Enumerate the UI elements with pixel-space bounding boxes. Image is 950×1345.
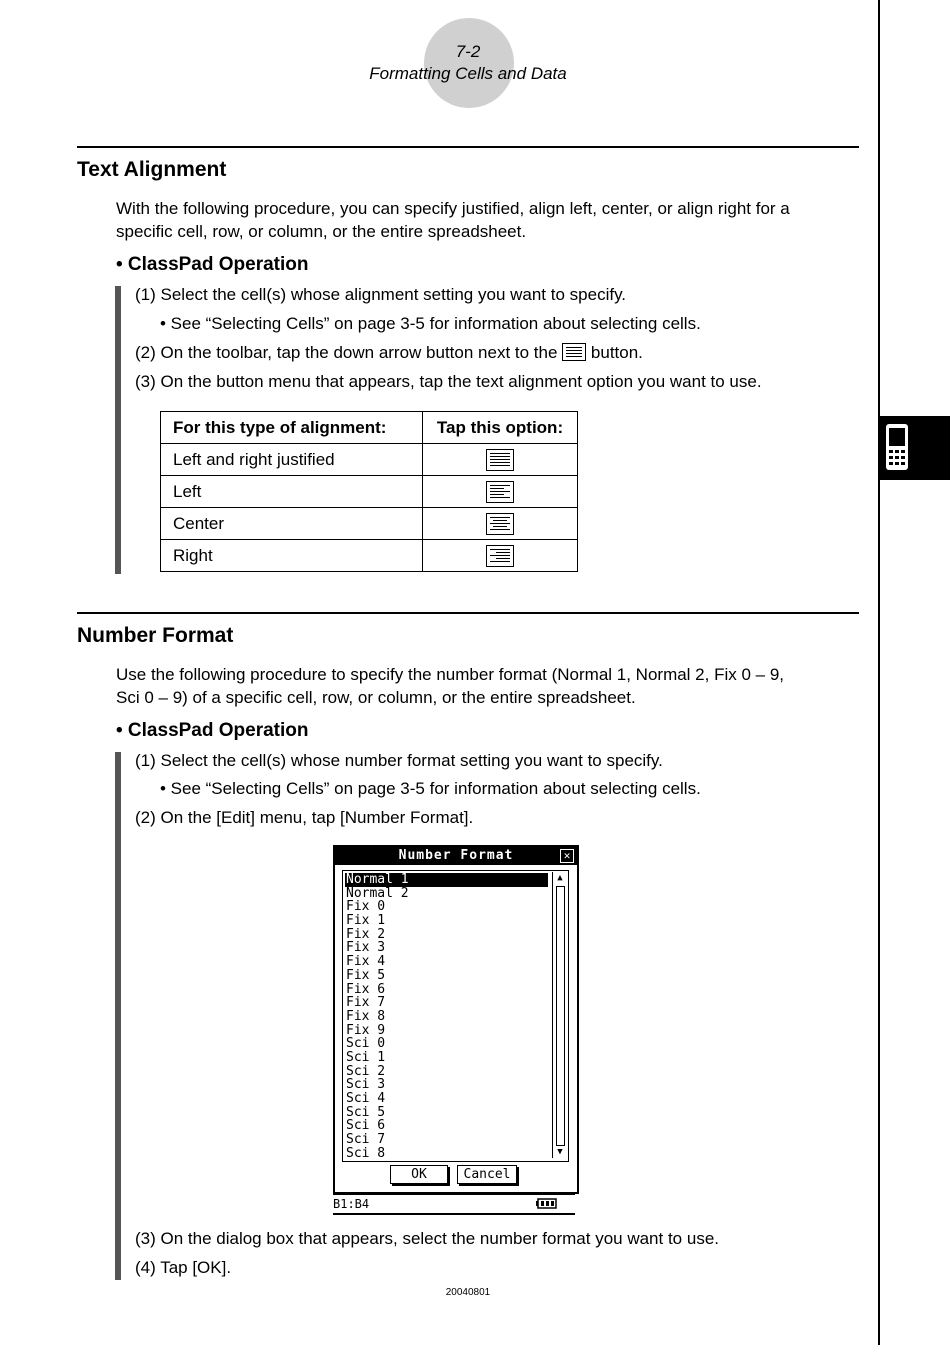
format-option[interactable]: Sci 1 [346,1049,386,1065]
scroll-up-icon[interactable]: ▲ [557,873,563,883]
step-3: (3) On the dialog box that appears, select the number format you want to use. [135,1229,719,1248]
format-option[interactable]: Fix 9 [346,1022,386,1038]
close-icon[interactable]: ✕ [560,849,574,863]
format-options [345,873,548,1160]
format-option[interactable]: Sci 6 [346,1118,386,1134]
alignment-option-cell [423,508,578,540]
procedure-bar [115,286,121,574]
intro-line: Sci 0 – 9) of a specific cell, row, or column, or the entire spreadsheet. [116,688,636,707]
alignment-option-cell [423,540,578,572]
step-2 [135,343,643,363]
format-option[interactable]: Sci 8 [346,1145,386,1161]
table-header-cell: For this type of alignment: [161,412,423,444]
step-1-note: • See “Selecting Cells” on page 3-5 for information about selecting cells. [160,779,701,798]
number-format-list[interactable] [342,870,569,1162]
number-format-dialog [333,845,579,1194]
format-option[interactable]: Sci 0 [346,1036,386,1052]
step-3: (3) On the button menu that appears, tap the text alignment option you want to use. [135,372,762,391]
section-title-number-format: Number Format [77,624,234,647]
alignment-label: Center [161,508,423,540]
align-justify-icon [486,449,514,471]
status-range: B1:B4 [333,1197,370,1211]
header-circle [424,18,514,108]
format-option[interactable]: Fix 7 [346,995,386,1011]
format-option[interactable]: Fix 4 [346,954,386,970]
format-option[interactable]: Fix 8 [346,1008,386,1024]
section-title-text-alignment: Text Alignment [77,158,227,181]
table-row [161,476,578,508]
operation-heading: • ClassPad Operation [116,254,309,275]
intro-line: specific cell, row, or column, or the entire spreadsheet. [116,222,527,241]
footer-code: 20040801 [445,1287,491,1298]
section1-intro [116,197,846,243]
format-option[interactable]: Fix 6 [346,981,386,997]
cancel-button[interactable]: Cancel [457,1165,517,1184]
step-1-note: • See “Selecting Cells” on page 3-5 for information about selecting cells. [160,314,701,333]
align-justify-toolbar-icon [562,343,586,361]
format-option[interactable]: Sci 5 [346,1104,386,1120]
step-1: (1) Select the cell(s) whose alignment setting you want to specify. [135,285,627,304]
table-header-row [161,412,578,444]
alignment-table [160,411,578,572]
format-option[interactable]: Fix 5 [346,967,386,983]
ok-button[interactable]: OK [390,1165,448,1184]
step-2-text-end: button. [590,343,643,362]
align-right-icon [486,545,514,567]
scrollbar[interactable] [552,872,567,1158]
page-edge-rule [878,0,880,1345]
alignment-label: Left and right justified [161,444,423,476]
scroll-down-icon[interactable]: ▼ [557,1147,563,1157]
operation-heading: • ClassPad Operation [116,720,309,741]
format-option[interactable]: Sci 7 [346,1132,386,1148]
step-2-text: (2) On the toolbar, tap the down arrow button next to the [135,343,558,362]
step-4: (4) Tap [OK]. [135,1258,232,1277]
step-1: (1) Select the cell(s) whose number format setting you want to specify. [135,751,663,770]
alignment-option-cell [423,444,578,476]
section-rule [77,146,859,148]
alignment-label: Right [161,540,423,572]
align-center-icon [486,513,514,535]
chapter-title: Formatting Cells and Data [369,64,567,83]
table-row [161,508,578,540]
section2-intro [116,663,846,709]
scroll-track[interactable] [556,886,565,1146]
intro-line: Use the following procedure to specify the number format (Normal 1, Normal 2, Fix 0 – 9, [116,665,785,684]
format-option[interactable]: Normal 2 [346,885,409,901]
battery-icon [536,1198,558,1210]
calculator-icon [880,416,950,480]
format-option[interactable]: Normal 1 [345,873,548,887]
dialog-title: Number Format [335,847,577,865]
chapter-side-tab [880,416,950,480]
format-option[interactable]: Fix 1 [346,913,386,929]
table-header-cell: Tap this option: [423,412,578,444]
format-option[interactable]: Sci 4 [346,1091,386,1106]
format-option[interactable]: Fix 3 [346,940,386,956]
page-number: 7-2 [455,42,481,61]
table-row [161,444,578,476]
alignment-option-cell [423,476,578,508]
table-row [161,540,578,572]
format-option[interactable]: Fix 2 [346,926,386,942]
format-option[interactable]: Sci 3 [346,1077,386,1093]
procedure-bar [115,752,121,1280]
status-bar [333,1194,575,1215]
format-option[interactable]: Sci 2 [346,1063,386,1079]
intro-line: With the following procedure, you can specify justified, align left, center, or align right for a [116,199,790,218]
section-rule [77,612,859,614]
alignment-label: Left [161,476,423,508]
align-left-icon [486,481,514,503]
step-2: (2) On the [Edit] menu, tap [Number Format]. [135,808,474,827]
format-option[interactable]: Fix 0 [346,899,386,915]
